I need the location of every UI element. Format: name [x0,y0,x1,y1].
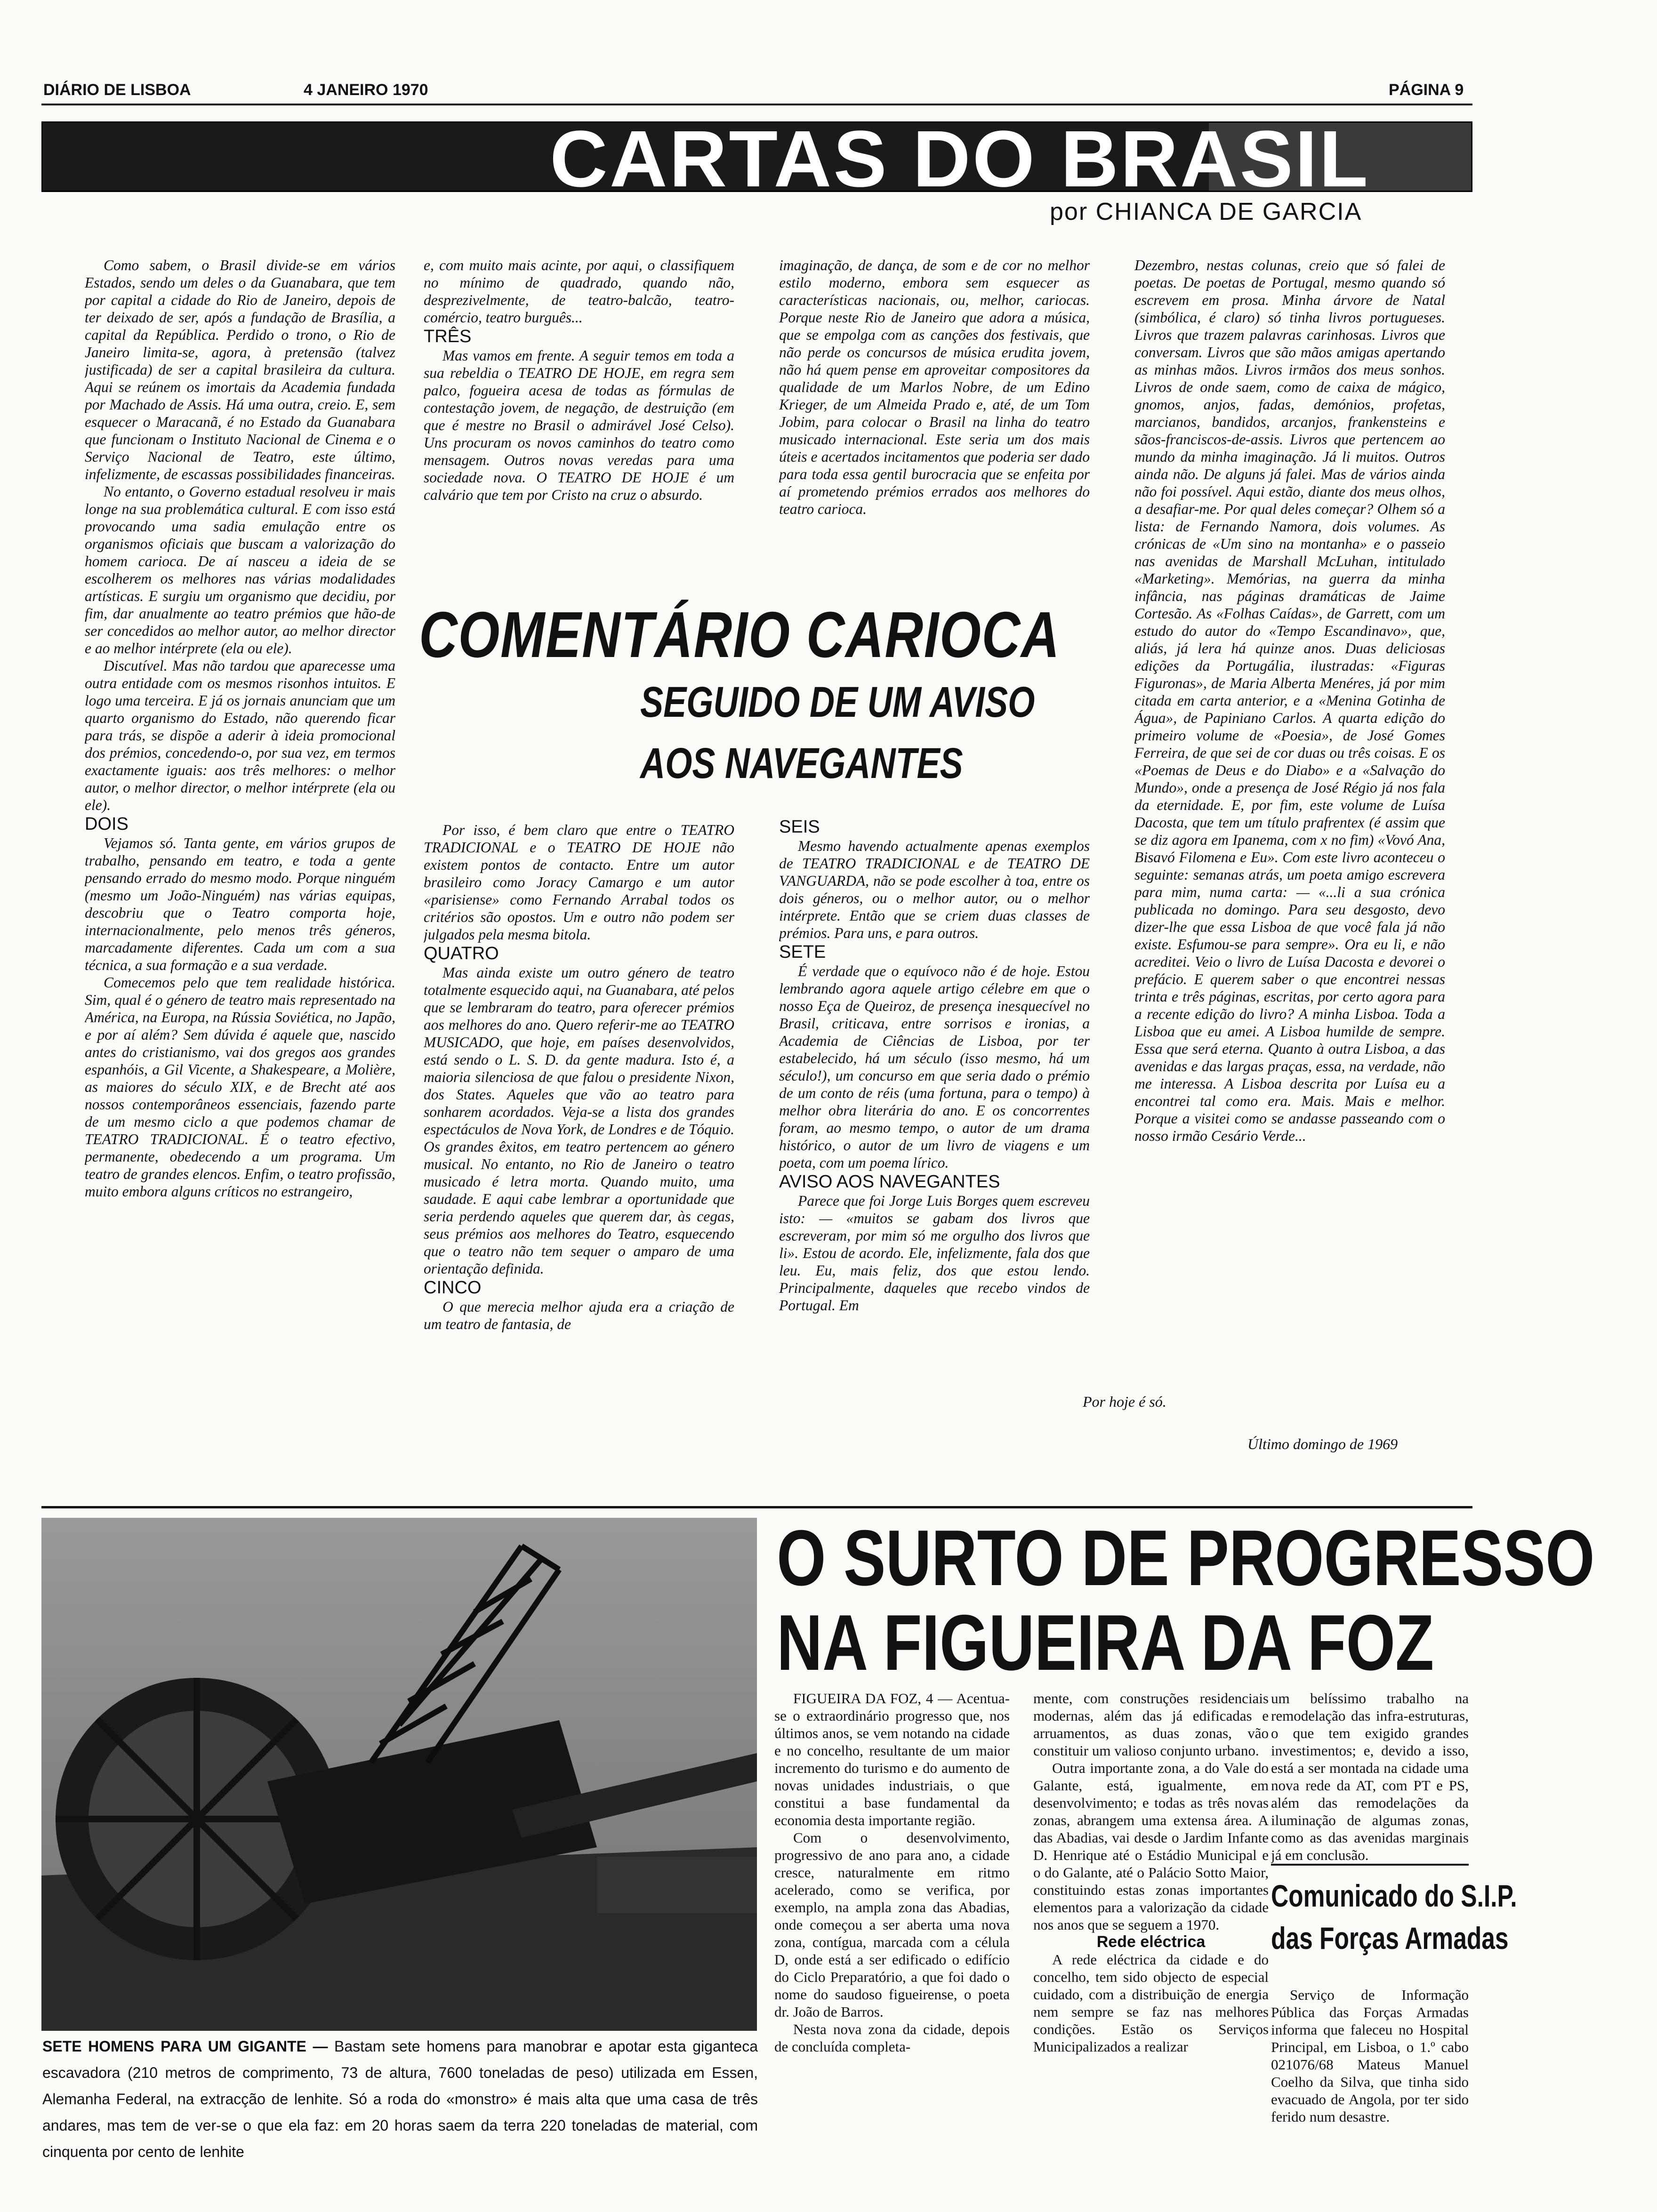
paragraph: Dezembro, nestas colunas, creio que só falei de poetas. De poetas de Portugal, mesmo quando só escrevem em prosa. Minha árvore de Natal (simbólica, é claro) só tinha livros portugueses. Livros que trazem palavras carinhosas. Livros que conversam. Livros que são mãos amigas apertando as minhas mãos. Livros irmãos dos meus sonhos. Livros de onde saem, como de caixa de mágico, gnomos, anjos, fadas, demónios, profetas, marcianos, bandidos, arcanjos, frankensteins e sãos-franciscos-de-assis. Livros que pertencem ao mundo da minha imaginação. Já li muitos. Outros ainda não. De alguns já falei. Mas de vários ainda não foi possível. Aqui estão, diante dos meus olhos, a desafiar-me. Por qual deles começar? Olhem só a lista: de Fernando Namora, dois volumes. As crónicas de «Um sino na montanha» e o passeio nas avenidas de Marshall McLuhan, intitulado «Marketing». Memórias, na guerra da minha infância, nas páginas dramáticas de Jaime Cortesão. As «Folhas Caídas», de Garrett, com um estudo do autor do «Tempo Escandinavo», que, aliás, já lera há quinze anos. Duas deliciosas edições da Portugália, ilustradas: «Figuras Figuronas», de Maria Alberta Menéres, já por mim citada em carta anterior, e a «Menina Gotinha de Água», de Papiniano Carlos. A quarta edição do primeiro volume de «Poesia», de José Gomes Ferreira, de que sei de cor duas ou três coisas. E os «Poemas de Deus e do Diabo» e a «Salvação do Mundo», onde a presença de José Régio já nos fala da eternidade. E, por fim, este volume de Luísa Dacosta, que tem um título prafrentex (é assim que se diz agora em Ipanema, com x no fim) «Vovó Ana, Bisavó Filomena e Eu». Com este livro aconteceu o seguinte: semanas atrás, um poeta amigo escrevera para mim, numa carta: — «...li a sua crónica publicada no domingo. Para seu desgosto, devo dizer-lhe que essa Lisboa de que você fala já não existe. Esfumou-se para sempre». Ora eu li, e não acreditei. Veio o livro de Luísa Dacosta e devorei o prefácio. E querem saber o que encontrei nessas trinta e três páginas, escritas, por certo agora para a recente edição do livro? A minha Lisboa. Toda a Lisboa que eu amei. A Lisboa humilde de sempre. Essa que será eterna. Quanto à outra Lisboa, a das avenidas e das largas praças, essa, na verdade, não me interessa. A Lisboa descrita por Luísa eu a encontrei tal como era. Mais. Mais e melhor. Porque a visitei como se andasse passeando com o nosso irmão Cesário Verde... [1134,257,1445,1144]
banner-title: CARTAS DO BRASIL [550,121,1370,192]
photo-caption [42,2033,758,2165]
article2-column-c [1271,1690,1469,1906]
subheading-rede-electrica: Rede eléctrica [1096,1933,1206,1951]
paragraph: Como sabem, o Brasil divide-se em vários Estados, sendo um deles o da Guanabara, que tem por capital a cidade do Rio de Janeiro, depois de ter deixado de ser, após a fundação de Brasília, a capital da República. Perdido o trono, o Rio de Janeiro limita-se, agora, à pretensão (talvez justificada) de ser a capital brasileira da cultura. Aqui se reúnem os imortais da Academia fundada por Machado de Assis. Há uma outra, creio. E, sem esquecer o Maracanã, é no Estado da Guanabara que funcionam o Instituto Nacional de Cinema e o Serviço Nacional de Teatro, este último, infelizmente, de escassas possibilidades financeiras. [85,257,395,482]
sip-title-line-1: Comunicado do S.I.P. [1271,1878,1517,1913]
article2-column-a [774,1690,1010,2207]
closing-line: Por hoje é só. [1083,1393,1166,1410]
paragraph: Por isso, é bem claro que entre o TEATRO TRADICIONAL e o TEATRO DE HOJE não existem pontos de contacto. Entre um autor brasileiro como Joracy Camargo e um autor «parisiense» como Fernando Arrabal todos os critérios são opostos. Um e outro não podem ser julgados pela mesma bitola. [424,822,734,943]
paragraph: No entanto, o Governo estadual resolveu ir mais longe na sua problemática cultural. E com isso está provocando uma sadia emulação entre os organismos oficiais que buscam a valorização do homem carioca. De aí nasceu a ideia de se escolherem os melhores nas várias modalidades artísticas. E surgiu um organismo que decidiu, por fim, dar anualmente ao teatro prémios que hão-de ser concedidos ao melhor autor, ao melhor director e ao melhor intérprete (ela ou ele). [85,483,395,657]
article2-column-b [1033,1690,1269,2207]
section-heading-aviso: AVISO AOS NAVEGANTES [779,1172,1000,1192]
paragraph: mente, com construções residenciais modernas, além das já edificadas e arruamentos, as duas zonas, vão constituir um valioso conjunto urbano. [1033,1690,1269,1759]
newspaper-name: DIÁRIO DE LISBOA [43,81,191,99]
paragraph: Serviço de Informação Pública das Forças Armadas informa que faleceu no Hospital Principal, em Lisboa, o 1.º cabo 021076/68 Mateus Manuel Coelho da Silva, que tinha sido evacuado de Angola, por ter sido ferido num desastre. [1271,1987,1469,2125]
section-heading-tres: TRÊS [424,327,472,346]
article-column-1 [85,256,395,1480]
paragraph: Outra importante zona, a do Vale do Galante, está, igualmente, em desenvolvimento; e todas as três novas zonas, abrangem uma extensa área. A das Abadias, vai desde o Jardim Infante D. Henrique até o Estádio Municipal e o do Galante, até o Palácio Sotto Maior, constituindo estas zonas importantes elementos para a valorização da cidade nos anos que se seguem a 1970. [1033,1760,1269,1933]
sip-title-line-2: das Forças Armadas [1271,1921,1509,1956]
paragraph: O que merecia melhor ajuda era a criação de um teatro de fantasia, de [424,1298,734,1332]
paragraph: A rede eléctrica da cidade e do concelho, tem sido objecto de especial cuidado, com a distribuição de energia nem sempre se faz nas melhores condições. Estão os Serviços Municipalizados a realizar [1033,1951,1269,2055]
section-heading-cinco: CINCO [424,1278,482,1298]
paragraph: Vejamos só. Tanta gente, em vários grupos de trabalho, pensando em teatro, e toda a gente pensando errado do mesmo modo. Porque ninguém (mesmo um João-Ninguém) nas várias equipas, descobriu que o Teatro comporta hoje, internacionalmente, pelo menos três géneros, marcadamente diferentes. Cada um com a sua técnica, a sua formação e a sua verdade. [85,835,395,973]
paragraph: Mas ainda existe um outro género de teatro totalmente esquecido aqui, na Guanabara, até pelos que se lembraram do teatro, para oferecer prémios aos melhores do ano. Quero referir-me ao TEATRO MUSICADO, que hoje, em países desenvolvidos, está sendo o L. S. D. da gente madura. Isto é, a maioria silenciosa de que falou o presidente Nixon, dos States. Aqueles que vão ao teatro para sonharem acordados. Veja-se a lista dos grandes espectáculos de Nova York, de Londres e de Tóquio. Os grandes êxitos, em teatro pertencem ao género musical. No entanto, no Rio de Janeiro o teatro musicado é letra morta. Quando muito, uma saudade. E aqui cabe lembrar a oportunidade que seria perdendo aqueles que querem dar, às cegas, seus prémios aos melhores do Teatro, esquecendo que o teatro não tem sequer o amparo de uma orientação definida. [424,964,734,1277]
paragraph: imaginação, de dança, de som e de cor no melhor estilo moderno, embora sem esquecer as características nacionais, ou, melhor, cariocas. Porque neste Rio de Janeiro que adora a música, que se empolga com as canções dos festivais, que não perde os concursos de música erudita jovem, não há quem pense em aproveitar compositores da qualidade de um Marlos Nobre, de um Edino Krieger, de um Almeida Prado e, até, de um Tom Jobim, para colocar o Brasil na linha do teatro musicado internacional. Este seria um dos mais úteis e acertados incitamentos que poderia ser dado para toda essa gentil burocracia que se enfeita por aí prometendo prémios errados aos melhores do teatro carioca. [779,257,1090,517]
sip-top-rule [1271,1864,1469,1866]
section-heading-sete: SETE [779,942,826,962]
subheadline-1: SEGUIDO DE UM AVISO [640,678,1035,726]
paragraph: Nesta nova zona da cidade, depois de concluída completa- [774,2021,1010,2055]
section-banner [41,121,1472,192]
page-number: PÁGINA 9 [1389,81,1464,99]
article2-title-line-2: NA FIGUEIRA DA FOZ [777,1598,1434,1687]
paragraph: Parece que foi Jorge Luis Borges quem escreveu isto: — «muitos se gabam dos livros que escreveram, por mim só me orgulho dos livros que li». Estou de acordo. Ele, infelizmente, fala dos que leu. Eu, mais feliz, dos que estou lendo. Principalmente, daqueles que recebo vindos de Portugal. Em [779,1193,1090,1314]
caption-text: Bastam sete homens para manobrar e apotar esta giganteca escavadora (210 metros de comprimento, 73 de altura, 7600 toneladas de peso) utilizada em Essen, Alemanha Federal, na extracção de lenhite. Só a roda do «monstro» é mais alta que uma casa de três andares, mas tem de ver-se o que ela faz: em 20 horas saem da terra 220 toneladas de material, com cinquenta por cento de lenhite [42,2038,758,2160]
paragraph: É verdade que o equívoco não é de hoje. Estou lembrando agora aquele artigo célebre em que o nosso Eça de Queiroz, de presença inesquecível no Brasil, criticava, entre sorrisos e ironias, a Academia de Ciências de Lisboa, por ter estabelecido, há um século (isso mesmo, há um século!), um concurso em que seria dado o prémio de um conto de réis (uma fortuna, para o tempo) à melhor obra literária do ano. E os concorrentes foram, ao mesmo tempo, o autor de um drama histórico, o autor de um livro de viagens e um poeta, com um poema lírico. [779,963,1090,1171]
section-heading-dois: DOIS [85,814,129,834]
article-column-4 [1134,256,1445,1386]
paragraph: FIGUEIRA DA FOZ, 4 — Acentua-se o extraordinário progresso que, nos últimos anos, se vem notando na cidade e no concelho, resultante de um maior incremento do turismo e do aumento de novas unidades industriais, o que constitui a base fundamental da economia desta importante região. [774,1690,1010,1828]
paragraph: e, com muito mais acinte, por aqui, o classifiquem no mínimo de quadrado, quando não, desprezivelmente, de teatro-balcão, teatro-comércio, teatro burguês... [424,257,734,326]
issue-date: 4 JANEIRO 1970 [304,81,428,99]
article-column-3-bottom [779,817,1090,1471]
article-column-3-top [779,256,1090,633]
header-rule [41,104,1472,105]
caption-title: SETE HOMENS PARA UM GIGANTE — [42,2038,328,2055]
section-divider [41,1506,1472,1508]
section-heading-quatro: QUATRO [424,944,499,963]
article-column-2-bottom [424,821,734,1471]
dateline: Último domingo de 1969 [1247,1435,1398,1452]
sip-text [1271,1986,1469,2203]
paragraph: Mas vamos em frente. A seguir temos em toda a sua rebeldia o TEATRO DE HOJE, em regra sem palco, fogueira acesa de todas as fórmulas de contestação jovem, de negação, de destruição (em que é mestre no Brasil o admirável José Celso). Uns procuram os novos caminhos do teatro como mensagem. Outros novas veredas para uma sociedade nova. O TEATRO DE HOJE é um calvário que tem por Cristo na cruz o absurdo. [424,347,734,503]
section-heading-seis: SEIS [779,817,820,837]
byline: por CHIANCA DE GARCIA [1050,198,1362,225]
headline: COMENTÁRIO CARIOCA [419,599,1061,671]
paragraph: Mesmo havendo actualmente apenas exemplos de TEATRO TRADICIONAL e de TEATRO DE VANGUARDA, não se pode escolher à toa, entre os dois géneros, ou o melhor autor, ou o melhor intérprete. Então que se criem duas classes de prémios. Para uns, e para outros. [779,838,1090,941]
paragraph: Comecemos pelo que tem realidade histórica. Sim, qual é o género de teatro mais representado na América, na Europa, na Rússia Soviética, no Japão, e por aí além? Sem dúvida é aquele que, nascido antes do cristianismo, vai dos gregos aos grandes espanhóis, a Gil Vicente, a Shakespeare, a Molière, as maiores do século XIX, e de Brecht até aos nossos contemporâneos essenciais, fazendo parte de um mesmo ciclo a que podemos chamar de TEATRO TRADICIONAL. É o teatro efectivo, permanente, obedecendo a um programa. Um teatro de grandes elencos. Enfim, o teatro profissão, muito embora alguns críticos no estrangeiro, [85,974,395,1200]
article-column-2-top [424,256,734,633]
paragraph: um belíssimo trabalho na remodelação das infra-estruturas, o que tem exigido grandes investimentos; e, devido a isso, está a ser montada na cidade uma nova rede da AT, com PT e PS, além das remodelações da iluminação de algumas zonas, como as das avenidas marginais já em conclusão. [1271,1690,1469,1863]
paragraph: Com o desenvolvimento, progressivo de ano para ano, a cidade cresce, naturalmente em ritmo acelerado, como se verifica, por exemplo, na ampla zona das Abadias, onde começou a ser aberta uma nova zona, contígua, marcada com a célula D, onde está a ser edificado o edifício do Ciclo Preparatório, a que foi dado o nome do saudoso figueirense, o poeta dr. João de Barros. [774,1829,1010,2020]
paragraph: Discutível. Mas não tardou que aparecesse uma outra entidade com os mesmos risonhos intuitos. E logo uma terceira. E já os jornais anunciam que um quarto organismo do Estado, não querendo ficar para trás, se dispõe a aderir à ideia promocional dos prémios, concedendo-o, por sua vez, em termos exactamente iguais: aos três melhores: o melhor autor, o melhor director, o melhor intérprete (ela ou ele). [85,657,395,813]
article2-title-line-1: O SURTO DE PROGRESSO [777,1514,1595,1602]
excavator-illustration [41,1518,757,2031]
excavator-photo [41,1518,757,2031]
subheadline-2: AOS NAVEGANTES [640,739,963,787]
